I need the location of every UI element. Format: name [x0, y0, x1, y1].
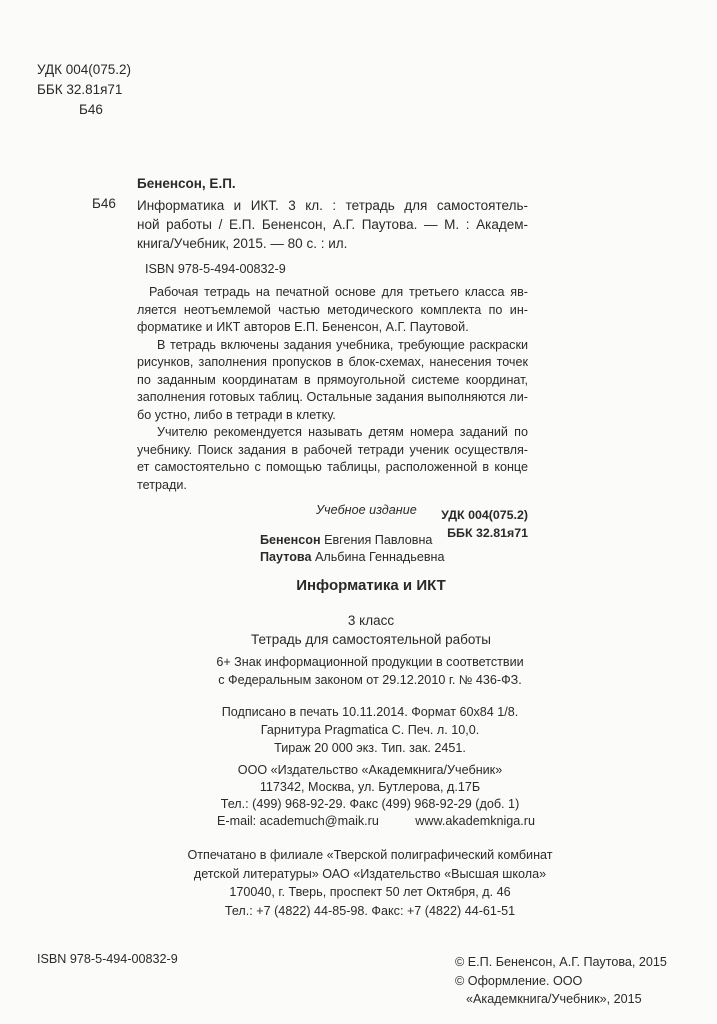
contacts — [180, 813, 560, 830]
text-line: Учителю рекомендуется называть детям номера заданий по — [157, 425, 528, 439]
text-line: © Оформление. ООО — [455, 973, 583, 988]
author — [260, 549, 444, 566]
annotation-paragraph — [137, 424, 528, 494]
udk-code: УДК 004(075.2) — [37, 62, 132, 77]
text-line: тетради. — [137, 477, 187, 492]
bbk-code: ББК 32.81я71 — [37, 82, 123, 97]
text-line: форматике и ИКТ авторов Е.П. Бененсон, А.Г. Паутовой. — [137, 320, 469, 334]
grade: 3 класс — [347, 613, 395, 628]
text-line: 117342, Москва, ул. Бутлерова, д.17Б — [259, 780, 481, 794]
text-line: Рабочая тетрадь на печатной основе для третьего класса яв- — [149, 285, 528, 299]
website: www.akademkniga.ru — [415, 814, 535, 828]
author-names: Альбина Геннадьевна — [315, 550, 445, 564]
text-line: © Е.П. Бененсон, А.Г. Паутова, 2015 — [455, 955, 667, 969]
text-line: с Федеральным законом от 29.12.2010 г. № 436-ФЗ. — [218, 673, 522, 687]
biblio-index: Б46 — [92, 196, 116, 211]
annotation — [137, 284, 528, 494]
footer-isbn: ISBN 978-5-494-00832-9 — [37, 952, 178, 966]
text-line: рисунков, заполнения пропусков в блок-схемах, нанесения точек — [137, 355, 528, 369]
subtitle: Тетрадь для самостоятельной работы — [251, 632, 491, 647]
biblio-author: Бененсон, Е.П. — [137, 176, 236, 191]
text-line: по заданным координатам в прямоугольной системе координат, — [137, 372, 528, 387]
text-line: бо устно, либо в тетради в клетку. — [137, 407, 336, 422]
email: E-mail: academuch@maik.ru — [217, 814, 379, 828]
text-line: детской литературы» ОАО «Издательство «Высшая школа» — [193, 866, 547, 881]
bibliographic-record — [137, 174, 528, 542]
text-line: Тираж 20 000 экз. Тип. зак. 2451. — [274, 741, 466, 755]
biblio-entry — [137, 196, 528, 253]
udk-classification-top — [37, 60, 131, 120]
book-subtitle-block — [196, 611, 546, 649]
biblio-isbn: ISBN 978-5-494-00832-9 — [145, 262, 286, 276]
text-line: ет самостоятельно с помощью таблицы, расположенной в конце — [137, 460, 528, 474]
text-line: Тел.: (499) 968-92-29. Факс (499) 968-92-29 (доб. 1) — [220, 797, 520, 811]
text-line: учебнику. Поиск задания в рабочей тетради ученик осуществля- — [137, 442, 528, 457]
text-line: ляется неотъемлемой частью методического комплекта по ин- — [137, 302, 528, 317]
annotation-paragraph — [137, 337, 528, 425]
authors — [260, 532, 444, 566]
text-line: Подписано в печать 10.11.2014. Формат 60x84 1/8. — [221, 705, 519, 719]
age-mark — [180, 653, 560, 689]
entry-line: Информатика и ИКТ. 3 кл. : тетрадь для самостоятель- — [137, 198, 528, 213]
copyright — [455, 953, 667, 1009]
printer-info — [180, 846, 560, 920]
text-line: 6+ Знак информационной продукции в соответствии — [216, 655, 524, 669]
text-line: ООО «Издательство «Академкнига/Учебник» — [237, 763, 503, 777]
annotation-paragraph — [137, 284, 528, 337]
text-line: 170040, г. Тверь, проспект 50 лет Октября, д. 46 — [229, 885, 511, 899]
edition-type: Учебное издание — [316, 503, 417, 517]
text-line: Отпечатано в филиале «Тверской полиграфический комбинат — [187, 848, 553, 862]
author-index: Б46 — [79, 102, 103, 117]
bbk-code: ББК 32.81я71 — [447, 526, 528, 540]
author-surname: Паутова — [260, 550, 312, 564]
author-surname: Бененсон — [260, 533, 321, 547]
udk-code: УДК 004(075.2) — [441, 508, 528, 522]
publisher-info — [180, 762, 560, 830]
entry-line: книга/Учебник, 2015. — 80 с. : ил. — [137, 236, 348, 251]
book-title: Информатика и ИКТ — [296, 577, 446, 594]
author — [260, 532, 444, 549]
text-line: заполнения готовых таблиц. Остальные задания выполняются ли- — [137, 390, 528, 404]
print-info — [180, 703, 560, 757]
text-line: Тел.: +7 (4822) 44-85-98. Факс: +7 (4822) 44-61-51 — [224, 903, 516, 918]
author-names: Евгения Павловна — [324, 533, 433, 547]
text-line: Гарнитура Pragmatica C. Печ. л. 10,0. — [260, 723, 480, 737]
text-line: «Академкнига/Учебник», 2015 — [466, 992, 642, 1006]
text-line: В тетрадь включены задания учебника, требующие раскраски — [157, 337, 528, 352]
entry-line: ной работы / Е.П. Бененсон, А.Г. Паутова. — М. : Академ- — [137, 217, 528, 232]
